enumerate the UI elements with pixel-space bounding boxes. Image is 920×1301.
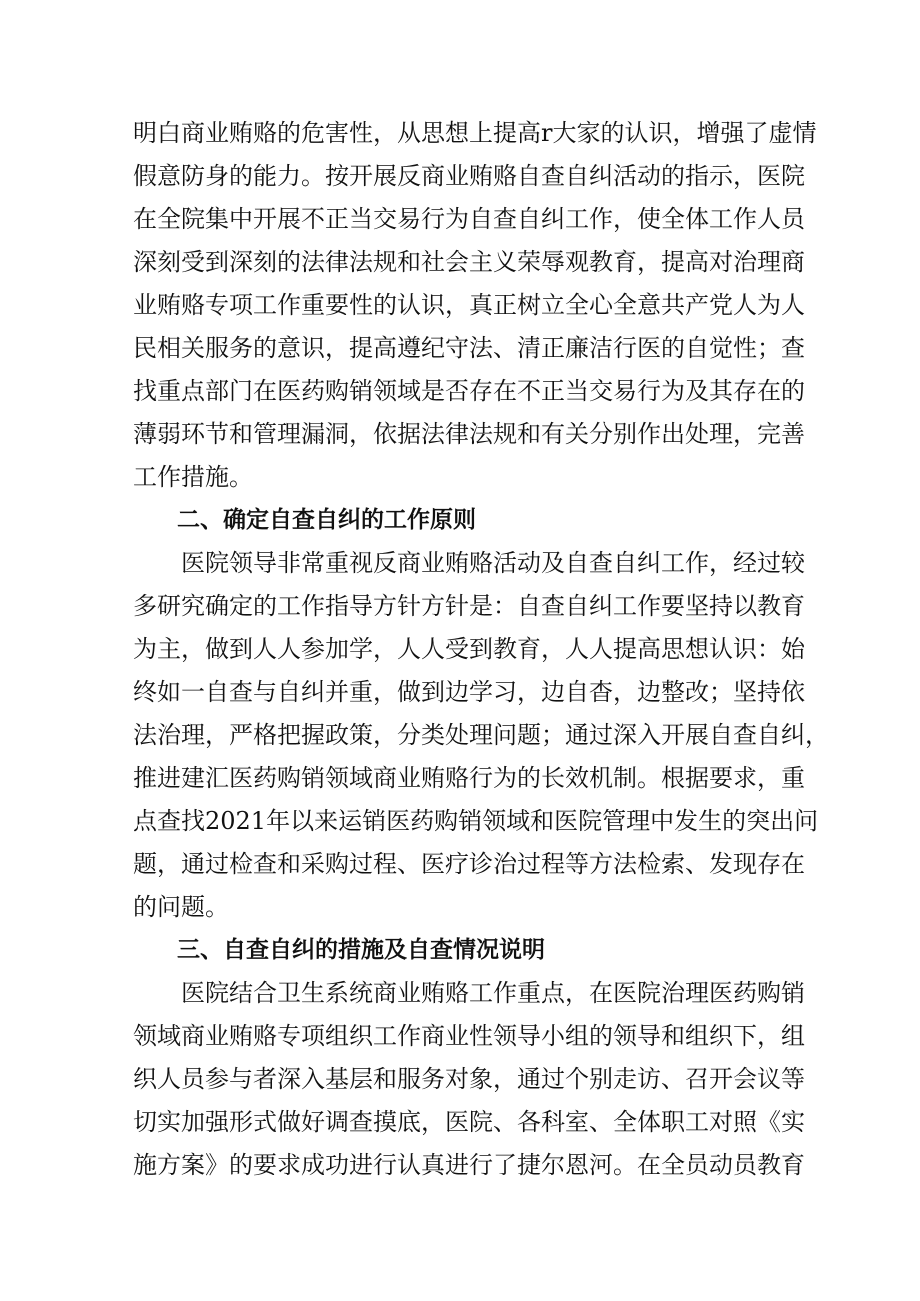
text-line: 明白商业贿赂的危害性，从思想上提高r大家的认识，增强了虚情: [133, 119, 817, 147]
text-line: 民相关服务的意识，提高遵纪守法、清正廉洁行医的自觉性；查: [133, 334, 805, 362]
text-line: 推进建汇医药购销领域商业贿赂行为的长效机制。根据要求，重: [133, 764, 805, 792]
text-line: 深刻受到深刻的法律法规和社会主义荣辱观教育，提高对治理商: [133, 248, 805, 276]
text-line: 的问题。: [133, 893, 229, 921]
document-body: [133, 112, 829, 1187]
section-heading-3: 三、自查自纠的措施及自查情况说明: [177, 937, 545, 963]
text-line: 领域商业贿赂专项组织工作商业性领导小组的领导和组织下，组: [133, 1022, 805, 1050]
text-line: 医院领导非常重视反商业贿赂活动及自查自纠工作，经过较: [181, 549, 805, 577]
text-line: 在全院集中开展不正当交易行为自查自纠工作，使全体工作人员: [133, 205, 805, 233]
text-line: 织人员参与者深入基层和服务对象，通过个别走访、召开会议等: [133, 1065, 805, 1093]
text-line: 点查找2021年以来运销医药购销领域和医院管理中发生的突出问: [133, 807, 819, 835]
text-line: 假意防身的能力。按开展反商业贿赂自查自纠活动的指示，医院: [133, 162, 805, 190]
paragraph-3: [133, 972, 805, 1187]
text-line: 施方案》的要求成功进行认真进行了捷尔恩河。在全员动员教育: [133, 1151, 805, 1179]
text-line: 工作措施。: [133, 463, 253, 491]
text-line: 题，通过检查和采购过程、医疗诊治过程等方法检索、发现存在: [133, 850, 805, 878]
text-line: 找重点部门在医药购销领域是否存在不正当交易行为及其存在的: [133, 377, 805, 405]
text-line: 切实加强形式做好调查摸底，医院、各科室、全体职工对照《实: [133, 1108, 805, 1136]
text-line: 为主，做到人人参加学，人人受到教育，人人提高思想认识：始: [133, 635, 805, 663]
paragraph-1: [133, 112, 817, 499]
text-line: 医院结合卫生系统商业贿赂工作重点，在医院治理医药购销: [181, 979, 805, 1007]
text-line: 业贿赂专项工作重要性的认识，真正树立全心全意共产党人为人: [133, 291, 805, 319]
section-heading-2: 二、确定自查自纠的工作原则: [177, 507, 476, 533]
text-line: 法治理，严格把握政策，分类处理问题；通过深入开展自查自纠，: [133, 721, 829, 749]
text-line: 终如一自查与自纠并重，做到边学习，边自杳，边整改；坚持依: [133, 678, 805, 706]
paragraph-2: [133, 542, 829, 929]
text-line: 多研究确定的工作指导方针方针是：自查自纠工作要坚持以教育: [133, 592, 805, 620]
text-line: 薄弱环节和管理漏洞，依据法律法规和有关分别作出处理，完善: [133, 420, 805, 448]
